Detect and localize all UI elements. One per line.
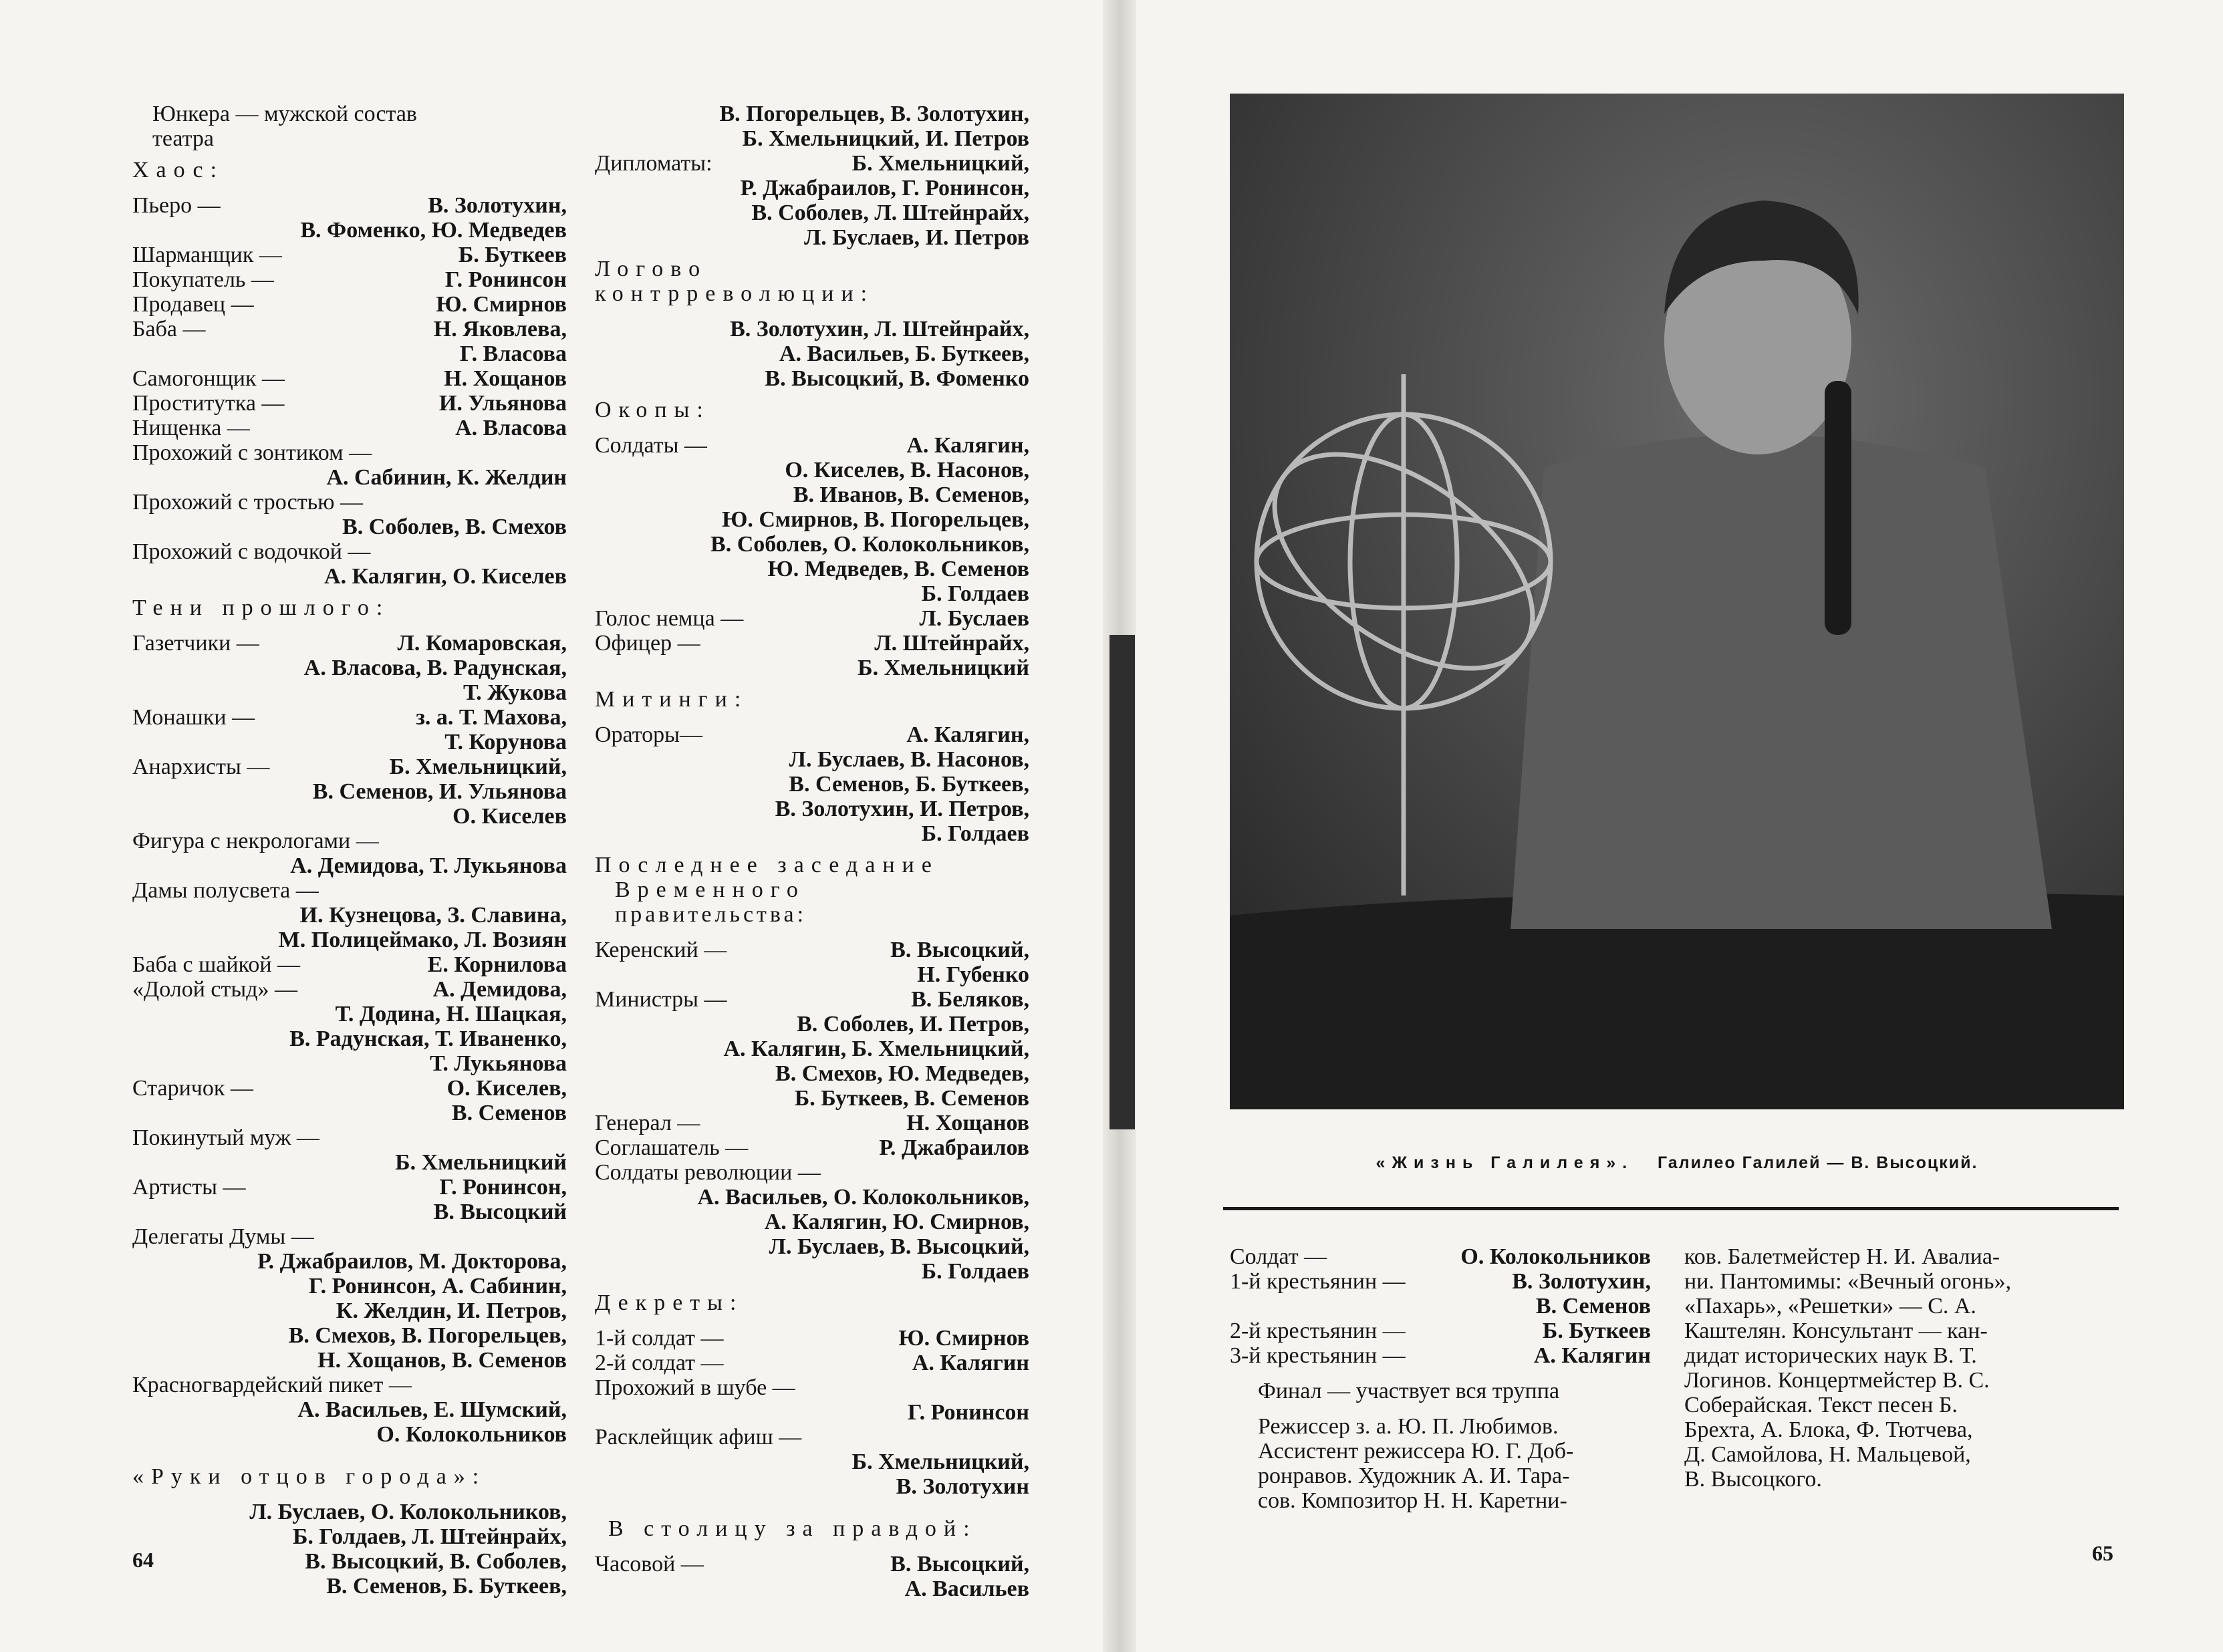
actor-names: Е. Корнилова xyxy=(427,952,567,977)
cast-list-chaos xyxy=(132,193,567,589)
cast-column-3 xyxy=(1230,1244,1651,1513)
text-line: ков. Балетмейстер Н. И. Авалиа- xyxy=(1684,1244,2000,1269)
cast-row: А. Васильев, Б. Буткеев, xyxy=(779,341,1029,366)
text-line: Брехта, А. Блока, Ф. Тютчева, xyxy=(1684,1417,1973,1442)
actor-names xyxy=(319,878,567,903)
horizontal-rule xyxy=(1223,1207,2119,1210)
caption-title: «Жизнь Галилея». xyxy=(1376,1153,1634,1172)
cast-row: В. Золотухин xyxy=(896,1474,1029,1499)
role-name: Баба с шайкой — xyxy=(132,952,301,977)
cast-row: Б. Голдаев xyxy=(921,581,1029,606)
cast-row: В. Погорельцев, В. Золотухин, xyxy=(719,102,1029,126)
cast-row: В. Иванов, В. Семенов, xyxy=(793,483,1029,507)
section-heading: «Руки отцов города»: xyxy=(132,1464,487,1489)
cast-row xyxy=(595,1160,1029,1185)
role-name: Прохожий в шубе — xyxy=(595,1375,795,1400)
actor-names: з. а. Т. Махова, xyxy=(416,705,567,730)
cast-row xyxy=(132,829,567,853)
cast-row: Р. Джабраилов, Г. Ронинсон, xyxy=(740,176,1029,200)
cast-row: В. Семенов, Б. Буткеев, xyxy=(326,1574,567,1599)
cast-row xyxy=(132,1125,567,1150)
role-name: Пьеро — xyxy=(132,193,221,218)
cast-row: О. Киселев xyxy=(452,804,567,829)
role-name: Делегаты Думы — xyxy=(132,1224,314,1249)
cast-row xyxy=(132,977,567,1002)
section-heading: контрреволюции: xyxy=(595,281,875,306)
caption-text: Галилео Галилей — В. Высоцкий. xyxy=(1657,1153,1978,1172)
actor-names: Л. Комаровская, xyxy=(397,631,567,656)
cast-row: В. Фоменко, Ю. Медведев xyxy=(300,218,567,243)
role-name: Монашки — xyxy=(132,705,255,730)
cast-row: В. Золотухин, Л. Штейнрайх, xyxy=(730,317,1029,341)
actor-names: В. Высоцкий, xyxy=(890,938,1029,962)
cast-row: О. Киселев, В. Насонов, xyxy=(785,458,1029,483)
cast-row: Т. Жукова xyxy=(463,680,567,705)
cast-row: Б. Голдаев, Л. Штейнрайх, xyxy=(292,1524,567,1549)
cast-row xyxy=(132,1076,567,1101)
photo-caption xyxy=(1230,1153,2124,1173)
actor-names: Ю. Смирнов xyxy=(436,292,567,317)
text-line: «Пахарь», «Решетки» — С. А. xyxy=(1684,1294,1976,1319)
cast-row xyxy=(132,366,567,391)
cast-row: К. Желдин, И. Петров, xyxy=(336,1298,567,1323)
intro-text: театра xyxy=(152,126,214,151)
cast-row: Л. Буслаев, В. Высоцкий, xyxy=(769,1234,1029,1259)
cast-row xyxy=(595,1351,1029,1375)
role-name: Генерал — xyxy=(595,1111,700,1135)
cast-list-government xyxy=(595,938,1029,1284)
cast-list-shadows xyxy=(132,631,567,1447)
section-heading: В столицу за правдой: xyxy=(608,1516,977,1541)
role-name: 3-й крестьянин — xyxy=(1230,1343,1406,1368)
role-name: Фигура с некрологами — xyxy=(132,829,379,853)
actor-names: О. Колокольников xyxy=(1460,1244,1651,1269)
cast-row: Б. Хмельницкий xyxy=(858,656,1029,680)
role-name: Министры — xyxy=(595,987,727,1012)
cast-row: Н. Хощанов, В. Семенов xyxy=(317,1348,567,1373)
cast-row: Ю. Смирнов, В. Погорельцев, xyxy=(722,507,1029,532)
actor-names xyxy=(801,1425,1029,1450)
role-name: Керенский — xyxy=(595,938,727,962)
text-line: Каштелян. Консультант — кан- xyxy=(1684,1319,1988,1343)
text-line: Д. Самойлова, Н. Мальцевой, xyxy=(1684,1442,1971,1467)
role-name: 1-й солдат — xyxy=(595,1326,724,1351)
cast-row xyxy=(132,878,567,903)
text-line: Соберайская. Текст песен Б. xyxy=(1684,1393,1958,1417)
cast-row: В. Соболев, И. Петров, xyxy=(797,1012,1029,1037)
cast-row xyxy=(132,490,567,515)
cast-row: В. Золотухин, И. Петров, xyxy=(775,797,1029,821)
photo-galileo xyxy=(1230,94,2124,1109)
cast-row xyxy=(132,416,567,440)
role-name: 1-й крестьянин — xyxy=(1230,1269,1406,1294)
cast-row: Т. Корунова xyxy=(444,730,567,754)
actor-names xyxy=(363,490,567,515)
cast-row: Г. Власова xyxy=(459,341,567,366)
cast-row: Ю. Медведев, В. Семенов xyxy=(767,557,1029,581)
cast-row: А. Калягин, О. Киселев xyxy=(324,564,567,589)
cast-row xyxy=(132,1175,567,1200)
cast-row: А. Васильев, О. Колокольников, xyxy=(697,1185,1029,1210)
role-name: 2-й крестьянин — xyxy=(1230,1319,1406,1343)
cast-column-1 xyxy=(132,102,567,1599)
cast-row xyxy=(595,631,1029,656)
role-name: Дамы полусвета — xyxy=(132,878,319,903)
actor-names xyxy=(319,1125,567,1150)
cast-row xyxy=(132,539,567,564)
finale-text: Финал — участвует вся труппа xyxy=(1258,1379,1560,1403)
role-name: Голос немца — xyxy=(595,606,744,631)
cast-row xyxy=(132,317,567,341)
cast-row: Б. Хмельницкий, xyxy=(852,1450,1029,1474)
cast-row xyxy=(132,1224,567,1249)
cast-row xyxy=(595,1326,1029,1351)
role-name: Покинутый муж — xyxy=(132,1125,319,1150)
cast-row xyxy=(595,433,1029,458)
actor-names: Л. Штейнрайх, xyxy=(874,631,1029,656)
actor-names: Б. Буткеев xyxy=(458,243,567,267)
cast-row: В. Семенов, И. Ульянова xyxy=(312,779,567,804)
cast-row xyxy=(132,754,567,779)
cast-list-capital xyxy=(595,1552,1029,1601)
role-name: Газетчики — xyxy=(132,631,259,656)
section-heading: Последнее заседание xyxy=(595,853,939,877)
cast-row: В. Соболев, О. Колокольников, xyxy=(710,532,1029,557)
cast-row: Л. Буслаев, И. Петров xyxy=(803,225,1029,250)
cast-row xyxy=(595,722,1029,747)
section-heading: Логово xyxy=(595,257,708,281)
cast-row xyxy=(132,705,567,730)
cast-row: А. Калягин, Ю. Смирнов, xyxy=(764,1210,1029,1234)
cast-row: А. Демидова, Т. Лукьянова xyxy=(290,853,567,878)
page-number-right: 65 xyxy=(2092,1541,2113,1565)
role-name: «Долой стыд» — xyxy=(132,977,297,1002)
cast-list-lair xyxy=(595,317,1029,391)
role-name: Проститутка — xyxy=(132,391,285,416)
actor-names: Г. Ронинсон, xyxy=(439,1175,567,1200)
cast-row: И. Кузнецова, З. Славина, xyxy=(299,903,567,928)
cast-row: Н. Губенко xyxy=(917,962,1029,987)
credits-text xyxy=(1230,1414,1651,1513)
cast-row: Б. Голдаев xyxy=(921,821,1029,846)
cast-list-hands xyxy=(132,1500,567,1599)
cast-row: В. Высоцкий, В. Соболев, xyxy=(305,1549,567,1574)
cast-row xyxy=(132,243,567,267)
cast-row: В. Соболев, Л. Штейнрайх, xyxy=(751,200,1029,225)
cast-row xyxy=(132,267,567,292)
cast-list-galileo xyxy=(1230,1244,1651,1368)
cast-row xyxy=(1230,1269,1651,1294)
actor-names: Л. Буслаев xyxy=(919,606,1029,631)
role-name: Прохожий с тростью — xyxy=(132,490,364,515)
cast-row: В. Высоцкий, В. Фоменко xyxy=(765,366,1029,391)
actor-names: Н. Яковлева, xyxy=(433,317,567,341)
actor-names xyxy=(372,440,567,465)
cast-list-rallies xyxy=(595,722,1029,846)
cast-row: В. Радунская, Т. Иваненко, xyxy=(289,1026,567,1051)
cast-row xyxy=(132,391,567,416)
section-heading: Окопы: xyxy=(595,398,710,422)
page-number-left: 64 xyxy=(132,1548,154,1572)
cast-row: В. Высоцкий xyxy=(433,1200,567,1224)
section-heading: правительства: xyxy=(615,902,807,927)
cast-row: А. Власова, В. Радунская, xyxy=(303,656,567,680)
cast-row: В. Смехов, В. Погорельцев, xyxy=(288,1323,567,1348)
role-name: Нищенка — xyxy=(132,416,250,440)
cast-row xyxy=(132,952,567,977)
actor-names xyxy=(821,1160,1029,1185)
actor-names xyxy=(379,829,567,853)
credits-column xyxy=(1684,1244,2119,1492)
actor-names: Б. Хмельницкий, xyxy=(389,754,567,779)
cast-row xyxy=(132,292,567,317)
actor-names xyxy=(314,1224,567,1249)
actor-names: В. Золотухин, xyxy=(1512,1269,1651,1294)
cast-row: Б. Голдаев xyxy=(921,1259,1029,1284)
cast-row xyxy=(595,1552,1029,1576)
section-heading: Временного xyxy=(615,877,805,902)
actor-names: А. Калягин xyxy=(912,1351,1029,1375)
actor-names: Г. Ронинсон xyxy=(444,267,567,292)
cast-row: Л. Буслаев, В. Насонов, xyxy=(789,747,1029,772)
role-name: Шарманщик — xyxy=(132,243,282,267)
cast-row: Р. Джабраилов, М. Докторова, xyxy=(257,1249,567,1274)
cast-row: А. Калягин, Б. Хмельницкий, xyxy=(723,1037,1029,1061)
cast-row: Т. Лукьянова xyxy=(430,1051,567,1076)
cast-row: Б. Буткеев, В. Семенов xyxy=(794,1086,1029,1111)
intro-text: Юнкера — мужской состав xyxy=(152,102,417,126)
cast-row: В. Семенов, Б. Буткеев, xyxy=(789,772,1029,797)
actor-names: А. Власова xyxy=(455,416,567,440)
role-name: Ораторы— xyxy=(595,722,703,747)
cast-row: Б. Хмельницкий xyxy=(395,1150,567,1175)
cast-row xyxy=(132,631,567,656)
actor-names: А. Калягин xyxy=(1533,1343,1651,1368)
cast-row: А. Васильев, Е. Шумский, xyxy=(297,1397,567,1422)
cast-row xyxy=(595,1135,1029,1160)
actor-names: А. Калягин, xyxy=(906,433,1029,458)
text-line: В. Высоцкого. xyxy=(1684,1467,1822,1492)
cast-row xyxy=(595,938,1029,962)
text-line: Ассистент режиссера Ю. Г. Доб- xyxy=(1258,1439,1574,1464)
actor-names: Р. Джабраилов xyxy=(879,1135,1029,1160)
cast-row: М. Полицеймако, Л. Возиян xyxy=(278,928,567,952)
section-heading: Тени прошлого: xyxy=(132,595,390,620)
cast-row: Л. Буслаев, О. Колокольников, xyxy=(249,1500,567,1524)
cast-row xyxy=(132,440,567,465)
actor-names: Б. Буткеев xyxy=(1542,1319,1651,1343)
credits-text-continued xyxy=(1684,1244,2119,1492)
role-name: Красногвардейский пикет — xyxy=(132,1373,412,1397)
role-name: Прохожий с зонтиком — xyxy=(132,440,372,465)
cast-row: В. Смехов, Ю. Медведев, xyxy=(775,1061,1029,1086)
cast-list-decrees xyxy=(595,1326,1029,1499)
role-name: Часовой — xyxy=(595,1552,704,1576)
actor-names: В. Высоцкий, xyxy=(890,1552,1029,1576)
role-name: Солдаты революции — xyxy=(595,1160,821,1185)
role-name: Дипломаты: xyxy=(595,151,712,176)
role-name: Старичок — xyxy=(132,1076,253,1101)
text-line: ни. Пантомимы: «Вечный огонь», xyxy=(1684,1269,2012,1294)
section-heading: Хаос: xyxy=(132,158,225,182)
cast-row xyxy=(1230,1343,1651,1368)
cast-row: Г. Ронинсон, А. Сабинин, xyxy=(308,1274,567,1298)
role-name: Расклейщик афиш — xyxy=(595,1425,802,1450)
role-name: Артисты — xyxy=(132,1175,246,1200)
text-line: дидат исторических наук В. Т. xyxy=(1684,1343,1977,1368)
actor-names: В. Беляков, xyxy=(911,987,1029,1012)
cast-row: Б. Хмельницкий, И. Петров xyxy=(742,126,1029,151)
role-name: Покупатель — xyxy=(132,267,274,292)
cast-row: В. Семенов xyxy=(451,1101,567,1125)
role-name: Соглашатель — xyxy=(595,1135,749,1160)
role-name: Продавец — xyxy=(132,292,254,317)
gutter-shadow xyxy=(1109,635,1135,1129)
actor-names xyxy=(370,539,567,564)
role-name: Солдат — xyxy=(1230,1244,1327,1269)
photo-illustration xyxy=(1230,94,2124,1109)
cast-row: Т. Додина, Н. Шацкая, xyxy=(335,1002,567,1026)
role-name: Самогонщик — xyxy=(132,366,285,391)
actor-names xyxy=(412,1373,567,1397)
text-line: ронравов. Художник А. И. Тара- xyxy=(1258,1464,1570,1488)
cast-list-trenches xyxy=(595,433,1029,680)
cast-row: А. Васильев xyxy=(904,1576,1029,1601)
cast-row: В. Соболев, В. Смехов xyxy=(342,515,567,539)
actor-names: В. Золотухин, xyxy=(428,193,567,218)
cast-row xyxy=(132,1373,567,1397)
role-name: Солдаты — xyxy=(595,433,707,458)
actor-names: А. Демидова, xyxy=(432,977,567,1002)
actor-names: И. Ульянова xyxy=(438,391,567,416)
actor-names: Ю. Смирнов xyxy=(898,1326,1029,1351)
cast-row xyxy=(1230,1319,1651,1343)
role-name: Офицер — xyxy=(595,631,700,656)
actor-names: А. Калягин, xyxy=(906,722,1029,747)
actor-names: О. Киселев, xyxy=(446,1076,567,1101)
cast-row: В. Семенов xyxy=(1535,1294,1651,1319)
text-line: сов. Композитор Н. Н. Каретни- xyxy=(1258,1488,1567,1513)
cast-row xyxy=(595,1375,1029,1400)
role-name: Прохожий с водочкой — xyxy=(132,539,371,564)
section-heading: Декреты: xyxy=(595,1290,744,1315)
cast-row xyxy=(595,987,1029,1012)
text-line: Логинов. Концертмейстер В. С. xyxy=(1684,1368,1990,1393)
cast-row xyxy=(595,1425,1029,1450)
cast-row: О. Колокольников xyxy=(376,1422,567,1447)
actor-names: Н. Хощанов xyxy=(444,366,567,391)
actor-names xyxy=(795,1375,1029,1400)
actor-names: Н. Хощанов xyxy=(906,1111,1029,1135)
section-heading: Митинги: xyxy=(595,687,749,712)
cast-row xyxy=(595,151,1029,176)
role-name: Анархисты — xyxy=(132,754,270,779)
cast-column-2 xyxy=(595,102,1029,1601)
cast-row xyxy=(1230,1244,1651,1269)
text-line: Режиссер з. а. Ю. П. Любимов. xyxy=(1258,1414,1559,1439)
actor-names: Б. Хмельницкий, xyxy=(852,151,1029,176)
cast-row xyxy=(132,193,567,218)
cast-row: Г. Ронинсон xyxy=(907,1400,1029,1425)
cast-list-diplomats xyxy=(595,102,1029,250)
role-name: Баба — xyxy=(132,317,206,341)
cast-row: А. Сабинин, К. Желдин xyxy=(326,465,567,490)
role-name: 2-й солдат — xyxy=(595,1351,724,1375)
cast-row xyxy=(595,1111,1029,1135)
cast-row xyxy=(595,606,1029,631)
